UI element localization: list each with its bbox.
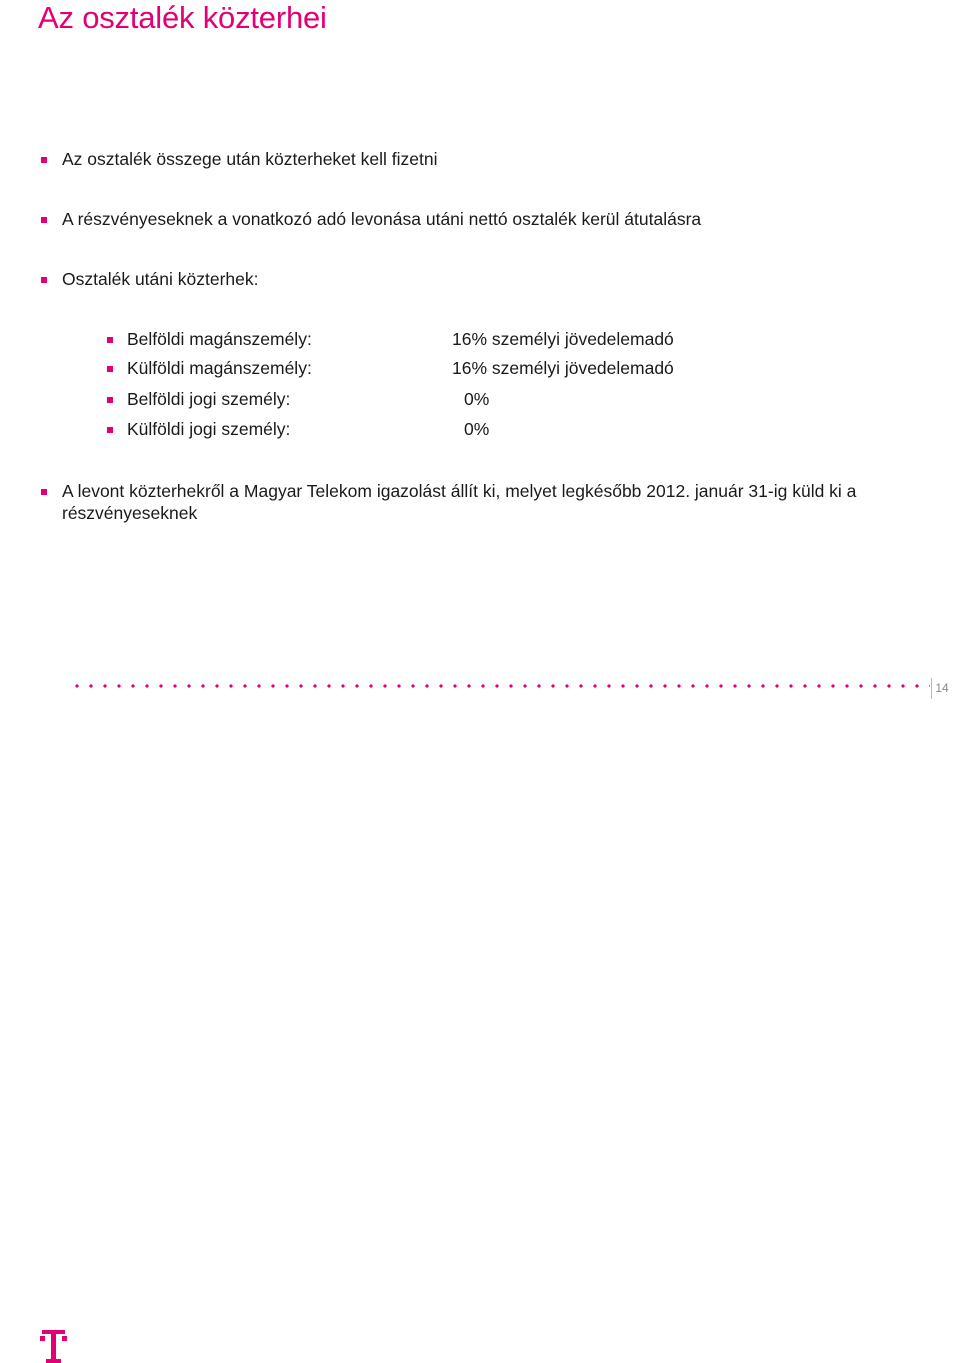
sub-item-value: 16% személyi jövedelemadó: [452, 329, 674, 349]
square-bullet-icon: [107, 337, 113, 343]
slide-title: Az osztalék közterhei: [38, 0, 327, 35]
square-bullet-icon: [41, 217, 47, 223]
telekom-logo-icon: [36, 1328, 70, 1363]
square-bullet-icon: [41, 157, 47, 163]
square-bullet-icon: [41, 489, 47, 495]
sub-item-label: Külföldi magánszemély:: [127, 358, 312, 378]
sub-item-label: Külföldi jogi személy:: [127, 419, 291, 439]
square-bullet-icon: [107, 427, 113, 433]
sub-item-label: Belföldi jogi személy:: [127, 389, 291, 409]
sub-item-value: 16% személyi jövedelemadó: [452, 358, 674, 378]
bullet-item: [41, 208, 701, 230]
bullet-text: A részvényeseknek a vonatkozó adó levonása utáni nettó osztalék kerül átutalásra: [62, 209, 702, 229]
bullet-text: Osztalék utáni közterhek:: [62, 269, 259, 289]
sub-item: [107, 328, 674, 352]
sub-item-value: 0%: [464, 419, 490, 439]
bullet-item: [41, 268, 258, 290]
bullet-item: [41, 480, 921, 524]
footer-dot-line: [70, 684, 930, 688]
sub-item: [107, 418, 489, 442]
sub-item: [107, 357, 674, 381]
page-number: 14: [931, 678, 952, 699]
square-bullet-icon: [107, 397, 113, 403]
slide-footer: [0, 664, 960, 699]
sub-item-value: 0%: [464, 389, 490, 409]
bullet-text: A levont közterhekről a Magyar Telekom igazolást állít ki, melyet legkésőbb 2012. január 31-ig küld ki a részvényeseknek: [62, 481, 857, 523]
sub-item: [107, 388, 489, 412]
bullet-item: [41, 148, 437, 170]
sub-item-label: Belföldi magánszemély:: [127, 329, 312, 349]
square-bullet-icon: [41, 277, 47, 283]
bullet-text: Az osztalék összege után közterheket kell fizetni: [62, 149, 438, 169]
square-bullet-icon: [107, 366, 113, 372]
